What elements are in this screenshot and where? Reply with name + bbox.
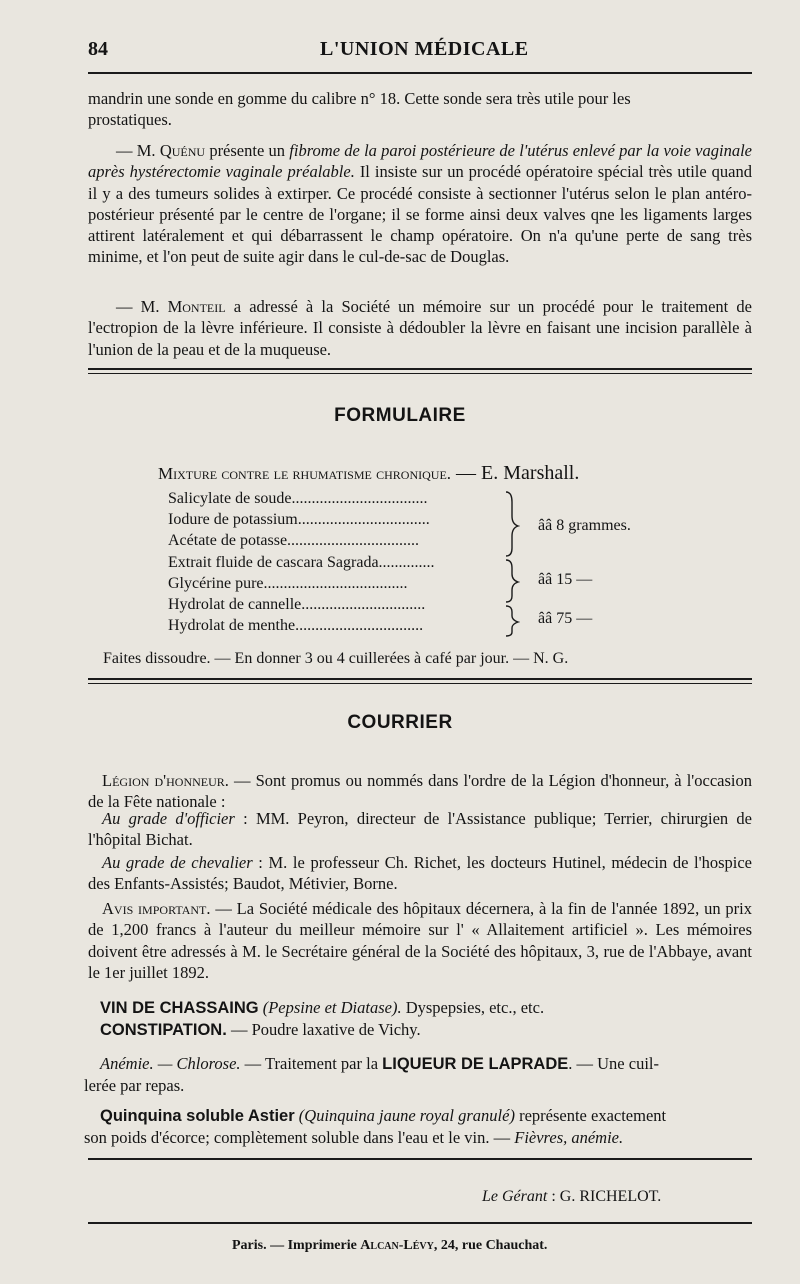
header-rule xyxy=(88,72,752,74)
queno-name: Quénu xyxy=(159,141,206,160)
chevalier-text: : M. le professeur Ch. Richet, les docteurs Hutinel, médecin de l'hospice des Enfants-Assistés; Baudot, Métivier, Borne. xyxy=(88,853,752,894)
signature-rule xyxy=(88,1158,752,1160)
ad-anemie-end: . — Une cuil- xyxy=(568,1054,659,1073)
ad-anemie-brand: LIQUEUR DE LAPRADE xyxy=(382,1055,569,1073)
dose-2: ââ 15 — xyxy=(538,571,593,588)
ad-constipation xyxy=(100,1020,421,1040)
ad-anemie xyxy=(100,1054,659,1074)
ingredient-6: Hydrolat de cannelle............................... xyxy=(168,596,426,613)
section-rule-top xyxy=(88,368,752,370)
legion-label: Légion d'honneur. xyxy=(102,771,229,790)
journal-title: L'UNION MÉDICALE xyxy=(320,38,529,60)
formulaire-heading: FORMULAIRE xyxy=(334,405,466,426)
signature-label: Le Gérant xyxy=(482,1188,548,1205)
formula-title-name: Mixture contre le rhumatisme chronique. xyxy=(158,464,452,483)
footer-left: Paris. — Imprimerie xyxy=(232,1238,361,1253)
ingredient-1: Salicylate de soude.................................. xyxy=(168,490,428,507)
signature xyxy=(482,1188,661,1206)
ingredient-7: Hydrolat de menthe................................ xyxy=(168,617,424,634)
ad-anemie-line2: lerée par repas. xyxy=(84,1076,185,1095)
ad-vin-chassaing xyxy=(100,998,544,1018)
ad-quinquina xyxy=(100,1106,666,1126)
monteil-dash: — M. xyxy=(116,297,168,316)
avis-paragraph xyxy=(88,898,752,983)
courrier-heading: COURRIER xyxy=(347,712,453,733)
formula-instructions: Faites dissoudre. — En donner 3 ou 4 cuillerées à café par jour. — N. G. xyxy=(103,650,569,667)
signature-name: : G. RICHELOT. xyxy=(547,1188,662,1205)
intro-line-2: prostatiques. xyxy=(88,110,172,129)
avis-label: Avis important. xyxy=(102,899,211,918)
ad-quin-rest: représente exactement xyxy=(514,1106,667,1125)
formula-title-author: — E. Marshall. xyxy=(451,462,580,484)
page-number: 84 xyxy=(88,38,108,60)
queno-rest: Il insiste sur un procédé opératoire spécial très utile quand il y a des tumeurs solides à extirper. Ce procédé consiste à sectionner l'utérus selon le plan antéro-postérieur présenté par le centre de l'organe; il se forme ainsi deux valves qne les ligaments larges attirent latéralement et qui débarrassent le champ opératoire. On n'a qu'une perte de sang très minime, et l'on peut de suite agir dans le cul-de-sac de Douglas. xyxy=(88,162,752,267)
ad-anemie-mid: — Traitement par la xyxy=(240,1054,383,1073)
officier-paragraph xyxy=(88,808,752,851)
footer-rule xyxy=(88,1222,752,1224)
ad-vin-name: VIN DE CHASSAING xyxy=(100,999,259,1017)
footer-printer: Alcan-Lévy xyxy=(360,1238,434,1253)
chevalier-label: Au grade de chevalier xyxy=(102,853,253,872)
chevalier-paragraph xyxy=(88,852,752,895)
ad-quin-line2: son poids d'écorce; complètement soluble dans l'eau et le vin. — xyxy=(84,1128,515,1147)
printer-footer xyxy=(232,1238,547,1254)
ad-vin-rest: Dyspepsies, etc., etc. xyxy=(401,998,545,1017)
section-rule-2-top xyxy=(88,678,752,680)
dosage-braces xyxy=(500,490,520,640)
ingredient-5: Glycérine pure.................................... xyxy=(168,575,408,592)
section-rule-2-bottom xyxy=(88,683,752,684)
officier-label: Au grade d'officier xyxy=(102,809,235,828)
queno-paragraph xyxy=(88,140,752,268)
queno-italic: fibrome de la paroi postérieure de l'utérus enlevé par la voie vaginale après hystérectomie vaginale préalable. xyxy=(88,141,752,182)
ad-const-rest: — Poudre laxative de Vichy. xyxy=(226,1020,421,1039)
avis-text: — La Société médicale des hôpitaux décernera, à la fin de l'année 1892, un prix de 1,200 francs à l'auteur du meilleur mémoire sur l' « Allaitement artificiel ». Les mémoires doivent être adressés à M. le Secrétaire général de la Société des hôpitaux, 3, rue de l'Abbaye, avant le 1er juillet 1892. xyxy=(88,899,752,982)
queno-verb: présente un xyxy=(205,141,290,160)
ingredient-3: Acétate de potasse................................. xyxy=(168,532,420,549)
intro-line-1: mandrin une sonde en gomme du calibre n° 18. Cette sonde sera très utile pour les xyxy=(88,89,631,108)
section-rule-bottom xyxy=(88,373,752,374)
dose-1: ââ 8 grammes. xyxy=(538,517,631,534)
ingredient-2: Iodure de potassium................................. xyxy=(168,511,430,528)
ad-anemie-italic: Anémie. — Chlorose. xyxy=(100,1054,241,1073)
monteil-paragraph xyxy=(88,296,752,360)
ad-quin-italic: (Quinquina jaune royal granulé) xyxy=(298,1106,515,1125)
footer-right: , 24, rue Chauchat. xyxy=(433,1238,548,1253)
ad-quinquina-line2 xyxy=(84,1128,623,1148)
ad-const-name: CONSTIPATION. xyxy=(100,1021,227,1039)
monteil-name: Monteil xyxy=(167,297,226,316)
formula-title xyxy=(158,462,579,485)
legion-paragraph xyxy=(88,770,752,813)
ad-quin-name: Quinquina soluble Astier xyxy=(100,1107,295,1125)
ad-vin-italic: (Pepsine et Diatase). xyxy=(262,998,402,1017)
ad-quin-line2-italic: Fièvres, anémie. xyxy=(514,1128,624,1147)
ingredient-4: Extrait fluide de cascara Sagrada.............. xyxy=(168,554,435,571)
dose-3: ââ 75 — xyxy=(538,610,593,627)
queno-dash: — M. xyxy=(116,141,160,160)
monteil-rest: a adressé à la Société un mémoire sur un procédé pour le traitement de l'ectropion de la lèvre inférieure. Il consiste à dédoubler la lèvre en faisant une incision parallèle à l'union de la peau et de la muqueuse. xyxy=(88,297,752,359)
legion-text: — Sont promus ou nommés dans l'ordre de la Légion d'honneur, à l'occasion de la Fête nationale : xyxy=(88,771,752,812)
officier-text: : MM. Peyron, directeur de l'Assistance publique; Terrier, chirurgien de l'hôpital Bichat. xyxy=(88,809,752,850)
